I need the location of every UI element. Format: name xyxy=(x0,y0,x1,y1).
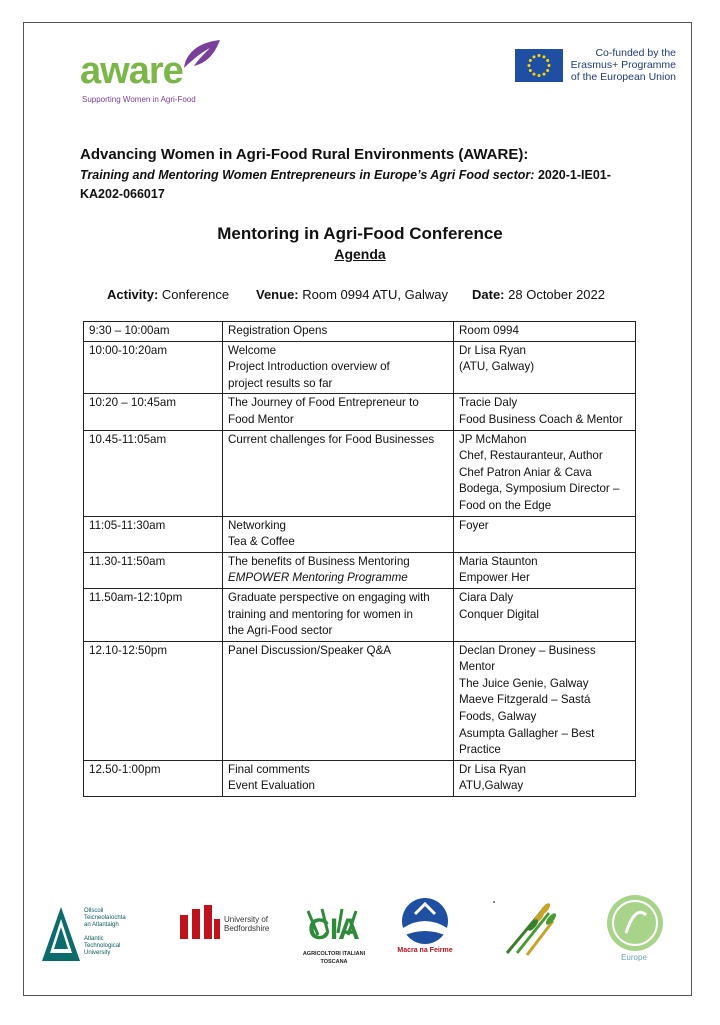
agenda-speaker-line: Mentor xyxy=(459,660,496,674)
agenda-session xyxy=(223,552,454,588)
agenda-row xyxy=(84,394,636,430)
agenda-speaker xyxy=(454,516,636,552)
subtitle-text: Training and Mentoring Women Entrepreneurs in Europe’s Agri Food sector: xyxy=(80,168,535,182)
agenda-session-line: Panel Discussion/Speaker Q&A xyxy=(228,643,392,657)
agenda-speaker-line: Chef, Restauranteur, Author xyxy=(459,449,603,463)
agenda-time: 10:00-10:20am xyxy=(84,341,223,394)
agenda-speaker-line: Tracie Daly xyxy=(459,396,518,410)
date-info xyxy=(472,287,605,302)
agenda-session-line: The Journey of Food Entrepreneur to xyxy=(228,396,419,410)
agenda-session xyxy=(223,394,454,430)
agenda-session-line: project results so far xyxy=(228,376,333,390)
agenda-table xyxy=(83,321,636,797)
eu-star-icon xyxy=(529,59,532,62)
agenda-session-line: Graduate perspective on engaging with xyxy=(228,590,430,604)
eu-flag-icon xyxy=(515,49,563,82)
agenda-time: 9:30 – 10:00am xyxy=(84,322,223,342)
cia-text-line: AGRICOLTORI ITALIANI xyxy=(302,951,366,957)
eu-funding-text xyxy=(568,47,676,83)
agenda-time: 10.45-11:05am xyxy=(84,430,223,516)
agenda-session-line: Welcome xyxy=(228,343,277,357)
eu-star-icon xyxy=(528,64,531,67)
eu-star-icon xyxy=(533,55,536,58)
agenda-speaker-line: Dr Lisa Ryan xyxy=(459,343,527,357)
macra-logo xyxy=(395,896,455,958)
cia-mark-icon xyxy=(298,905,370,949)
agenda-row xyxy=(84,641,636,760)
agenda-speaker-line: Practice xyxy=(459,743,501,757)
agenda-speaker xyxy=(454,552,636,588)
agenda-session-line: Tea & Coffee xyxy=(228,535,295,549)
agenda-session xyxy=(223,322,454,342)
agenda-row xyxy=(84,760,636,796)
agenda-heading: Agenda xyxy=(334,246,386,262)
agenda-speaker-line: Dr Lisa Ryan xyxy=(459,762,527,776)
eu-star-icon xyxy=(538,74,541,77)
agenda-session-line: Registration Opens xyxy=(228,324,328,337)
agenda-session-line: Event Evaluation xyxy=(228,779,316,793)
wheat-icon xyxy=(487,893,573,963)
bedfordshire-mark-icon xyxy=(178,905,222,941)
agenda-session xyxy=(223,430,454,516)
agenda-session-line: the Agri-Food sector xyxy=(228,624,333,638)
agenda-row xyxy=(84,588,636,641)
agenda-time: 12.10-12:50pm xyxy=(84,641,223,760)
agenda-speaker-line: Maeve Fitzgerald – Sastá xyxy=(459,693,591,707)
agenda-session-line: The benefits of Business Mentoring xyxy=(228,554,410,568)
agenda-session-line: Food Mentor xyxy=(228,412,294,426)
agenda-speaker-line: Empower Her xyxy=(459,571,530,585)
public-farm-advisory-logo xyxy=(487,893,573,963)
atu-text-line: Ollscoil xyxy=(84,908,104,914)
agenda-session xyxy=(223,641,454,760)
eu-funding-line: Erasmus+ Programme xyxy=(570,59,676,71)
agenda-time: 11:05-11:30am xyxy=(84,516,223,552)
atu-text-line: Atlantic xyxy=(84,936,104,942)
agenda-time: 10:20 – 10:45am xyxy=(84,394,223,430)
agenda-speaker xyxy=(454,341,636,394)
atu-text-line: Technological xyxy=(84,943,121,949)
eu-star-icon xyxy=(543,73,546,76)
atu-text-line: an Atlantaigh xyxy=(84,922,119,928)
eu-star-icon xyxy=(543,55,546,58)
macra-emblem-icon xyxy=(395,896,455,946)
aware-tagline: Supporting Women in Agri-Food xyxy=(82,95,196,104)
eu-star-icon xyxy=(546,59,549,62)
atu-text-line: Teicneolaíochta xyxy=(84,915,126,921)
agenda-session-line: training and mentoring for women in xyxy=(228,607,413,621)
agenda-speaker-line: Maria Staunton xyxy=(459,554,538,568)
eu-star-icon xyxy=(546,69,549,72)
agenda-session xyxy=(223,588,454,641)
agenda-session xyxy=(223,516,454,552)
venue-value: Room 0994 ATU, Galway xyxy=(302,287,448,302)
agenda-session xyxy=(223,341,454,394)
agenda-session-line: Networking xyxy=(228,518,286,532)
cia-logo xyxy=(298,905,370,967)
venue-label: Venue: xyxy=(256,287,299,302)
agenda-speaker xyxy=(454,588,636,641)
agenda-speaker-line: Bodega, Symposium Director – xyxy=(459,482,620,496)
aware-logo xyxy=(80,38,230,108)
eu-star-icon xyxy=(533,73,536,76)
agenda-time: 12.50-1:00pm xyxy=(84,760,223,796)
agenda-session-line: EMPOWER Mentoring Programme xyxy=(228,571,408,585)
eu-funding-line: Co-funded by the xyxy=(595,47,676,59)
atu-logo xyxy=(40,905,160,967)
agenda-session-line: Current challenges for Food Businesses xyxy=(228,432,435,446)
eu-funding-line: of the European Union xyxy=(570,71,676,83)
atu-text-line xyxy=(84,929,126,936)
aware-wordmark: aware xyxy=(80,50,183,92)
eu-star-icon xyxy=(529,69,532,72)
agenda-speaker-line: Asumpta Gallagher – Best xyxy=(459,726,595,740)
bedfordshire-text xyxy=(224,915,269,933)
agenda-speaker-line: Chef Patron Aniar & Cava xyxy=(459,465,592,479)
agenda-speaker-line: Room 0994 xyxy=(459,324,519,337)
propel-text: Europe xyxy=(621,953,647,962)
agenda-row xyxy=(84,552,636,588)
agenda-speaker-line: JP McMahon xyxy=(459,432,527,446)
agenda-speaker-line: Foyer xyxy=(459,518,489,532)
agenda-row xyxy=(84,430,636,516)
date-label: Date: xyxy=(472,287,505,302)
agenda-speaker-line: Ciara Daly xyxy=(459,590,514,604)
venue-info xyxy=(256,287,448,302)
agenda-speaker xyxy=(454,641,636,760)
conference-title: Mentoring in Agri-Food Conference xyxy=(217,224,503,243)
agenda-session-line: Project Introduction overview of xyxy=(228,360,390,374)
activity-value: Conference xyxy=(161,287,230,302)
agenda-speaker xyxy=(454,322,636,342)
project-code: 2020-1-IE01-KA202-066017 xyxy=(80,168,611,201)
agenda-session xyxy=(223,760,454,796)
cia-text-line: TOSCANA xyxy=(320,959,348,965)
agenda-speaker-line: Declan Droney – Business xyxy=(459,643,596,657)
agenda-time: 11.30-11:50am xyxy=(84,552,223,588)
agenda-speaker-line: (ATU, Galway) xyxy=(459,360,535,374)
atu-text-line: University xyxy=(84,950,111,956)
bedfordshire-line: Bedfordshire xyxy=(224,924,270,933)
agenda-speaker xyxy=(454,760,636,796)
activity-info xyxy=(107,287,229,302)
agenda-speaker-line: Food on the Edge xyxy=(459,498,552,512)
macra-text: Macra na Feirme xyxy=(397,947,453,954)
eu-star-icon xyxy=(538,54,541,57)
agenda-session-line: Final comments xyxy=(228,762,310,776)
agenda-speaker xyxy=(454,430,636,516)
agenda-speaker-line: Conquer Digital xyxy=(459,607,539,621)
agenda-row xyxy=(84,341,636,394)
activity-label: Activity: xyxy=(107,287,159,302)
propel-logo xyxy=(604,893,666,965)
agenda-speaker-line: ATU,Galway xyxy=(459,779,524,793)
agenda-row xyxy=(84,516,636,552)
agenda-row xyxy=(84,322,636,342)
document-title: Advancing Women in Agri-Food Rural Environments (AWARE): xyxy=(80,146,529,163)
agenda-speaker xyxy=(454,394,636,430)
atu-text xyxy=(84,908,126,957)
agenda-speaker-line: Food Business Coach & Mentor xyxy=(459,412,623,426)
agenda-speaker-line: The Juice Genie, Galway xyxy=(459,676,589,690)
propel-circle-icon xyxy=(604,893,666,953)
atu-mark-icon xyxy=(40,905,82,963)
bedfordshire-line: University of xyxy=(224,915,269,924)
bedfordshire-logo xyxy=(178,905,273,945)
agenda-time: 11.50am-12:10pm xyxy=(84,588,223,641)
agenda-speaker-line: Foods, Galway xyxy=(459,710,537,724)
leaf-icon xyxy=(180,38,224,72)
eu-star-icon xyxy=(548,64,551,67)
svg-text:CIA: CIA xyxy=(308,913,360,946)
document-subtitle xyxy=(80,166,640,204)
date-value: 28 October 2022 xyxy=(508,287,605,302)
